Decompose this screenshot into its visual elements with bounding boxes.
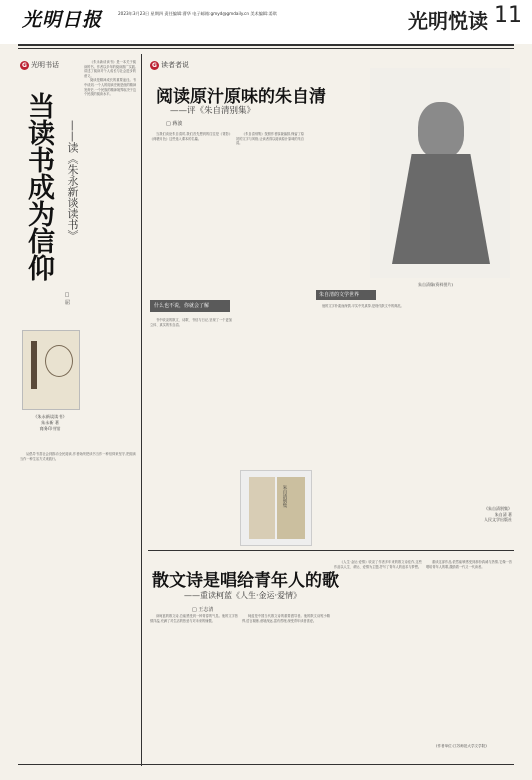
left-book-caption-title: 《朱永新谈读书》 — [33, 414, 67, 419]
article1-paragraph: 书中收录的散文、诗歌、书信与日记,呈现了一个更加立体、真实的朱自清。 — [150, 318, 232, 327]
article1-title: 阅读原汁原味的朱自清 — [156, 87, 326, 107]
article1-book-caption-author: 朱自清 著 — [494, 511, 512, 517]
article1-book-caption — [420, 506, 512, 523]
page-number: 11 — [494, 3, 522, 28]
article2-subtitle: ——重读柯蓝《人生·金运·爱情》 — [184, 591, 302, 600]
left-body-bottom — [20, 452, 136, 757]
masthead-rule — [18, 44, 514, 46]
article1-paragraph: 《朱自清别集》按照作者原貌编排,保留了原初的文字与风格,让读者得以阅读原汁原味的朱自清。 — [236, 132, 304, 146]
article-separator — [148, 550, 514, 551]
left-article-subtitle: ——读《朱永新谈读书》 — [66, 120, 79, 241]
article2-col3 — [334, 560, 422, 754]
article2-col4 — [426, 560, 512, 740]
article1-book-image — [240, 470, 312, 546]
left-paragraph: 《朱永新谈读书》是一本关于阅读的书。作者以多年的阅读推广实践,讲述了阅读对个人成长与社会进步的意义。 — [84, 60, 136, 78]
left-article-author: □ 屈 — [64, 292, 70, 305]
section-tag-readers — [150, 60, 189, 70]
article2-col2 — [242, 614, 330, 754]
book-cover-title: 朱自清别集 — [282, 485, 287, 508]
section-tag-label: 读者者说 — [161, 61, 189, 69]
article1-subtitle: ——评《朱自清别集》 — [170, 106, 256, 116]
article2-paragraph: 重读这部作品,依然能够感受到那份真诚与热情,它像一首唱给青年人的歌,激励着一代又一代读者。 — [426, 560, 512, 569]
article2-col1 — [150, 614, 238, 754]
article1-author: □ 蒋波 — [166, 121, 183, 127]
left-book-caption — [20, 414, 80, 432]
masthead — [0, 0, 532, 44]
article1-book-caption-publisher: 人民文学出版社 — [484, 517, 512, 522]
book-cover-title — [31, 341, 37, 389]
left-body-col1 — [84, 60, 136, 450]
article2-title: 散文诗是唱给青年人的歌 — [152, 571, 339, 591]
section-tag-shuhua — [20, 60, 59, 70]
section-tag-label: 光明书话 — [31, 61, 59, 69]
article1-paragraph: 他的文字朴素而深情,平实中见真挚,是现代散文中的典范。 — [322, 304, 404, 308]
article1-book-caption-title: 《朱自清别集》 — [484, 506, 512, 511]
column-divider — [141, 54, 142, 766]
section-tag-icon: G — [20, 61, 29, 70]
article1-col4 — [416, 292, 512, 492]
article1-col1b — [150, 318, 232, 538]
article1-heading2: 朱自清的文学世界 — [316, 290, 376, 300]
left-book-caption-publisher: 商务印书馆 — [39, 426, 61, 431]
article1-col2 — [236, 132, 304, 462]
article2-paragraph: 读柯蓝的散文诗,总能感受到一种青春的气息。他的文字热情洋溢,充满了对生活的热爱与对未来的憧憬。 — [150, 614, 238, 623]
date-line: 2023年3月23日 星期四 责任编辑:曹华 电子邮箱:gmyd@gmdaily.cn 美术编辑:姜琪 — [118, 11, 277, 16]
left-book-caption-author: 朱永新 著 — [40, 420, 60, 425]
portrait-body — [392, 154, 490, 264]
article2-paragraph: 《人生·金运·爱情》收录了作者多年来的散文诗佳作,这些作品以人生、命运、爱情为主题,抒写了青年人的追求与梦想。 — [334, 560, 422, 569]
masthead-rule-thin — [18, 48, 514, 49]
book-spine — [249, 477, 275, 539]
section-title: 光明悦读 — [408, 9, 488, 33]
article2-author: □ 王志清 — [192, 607, 214, 613]
article2-footer-note: (作者单位:江苏师范大学文学院) — [436, 744, 487, 748]
left-paragraph: 阅读是精神成长的重要途径。书中谈到,一个人的阅读史就是他的精神发育史,一个民族的精神境界取决于这个民族的阅读水平。 — [84, 78, 136, 97]
left-paragraph: 从倡导书香社会到推动全民阅读,作者始终把读书当作一种信仰来坚守,把阅读当作一种生活方式来践行。 — [20, 452, 136, 461]
left-article-title: 当读书成为信仰 — [23, 92, 54, 281]
portrait-head — [418, 102, 464, 158]
article1-col1 — [150, 132, 232, 297]
bottom-rule — [18, 764, 514, 765]
portrait-caption: 朱自清像(资料图片) — [418, 282, 454, 287]
newspaper-logo: 光明日报 — [22, 9, 103, 31]
article2-paragraph: 柯蓝是中国当代散文诗的重要倡导者。他的散文诗短小精悍,语言凝练,意境深远,富有哲理,深受青年读者喜爱。 — [242, 614, 330, 623]
article1-paragraph: 当我们谈论朱自清时,我们首先想到的往往是《背影》《荷塘月色》这些选入课本的名篇。 — [150, 132, 232, 141]
section-tag-icon: G — [150, 61, 159, 70]
portrait-image — [370, 68, 510, 278]
article1-col3 — [316, 304, 412, 544]
book-cover-decoration — [45, 345, 73, 377]
left-book-image — [22, 330, 80, 410]
article1-box-heading: 什么也不说，你就会了解 — [150, 300, 230, 312]
